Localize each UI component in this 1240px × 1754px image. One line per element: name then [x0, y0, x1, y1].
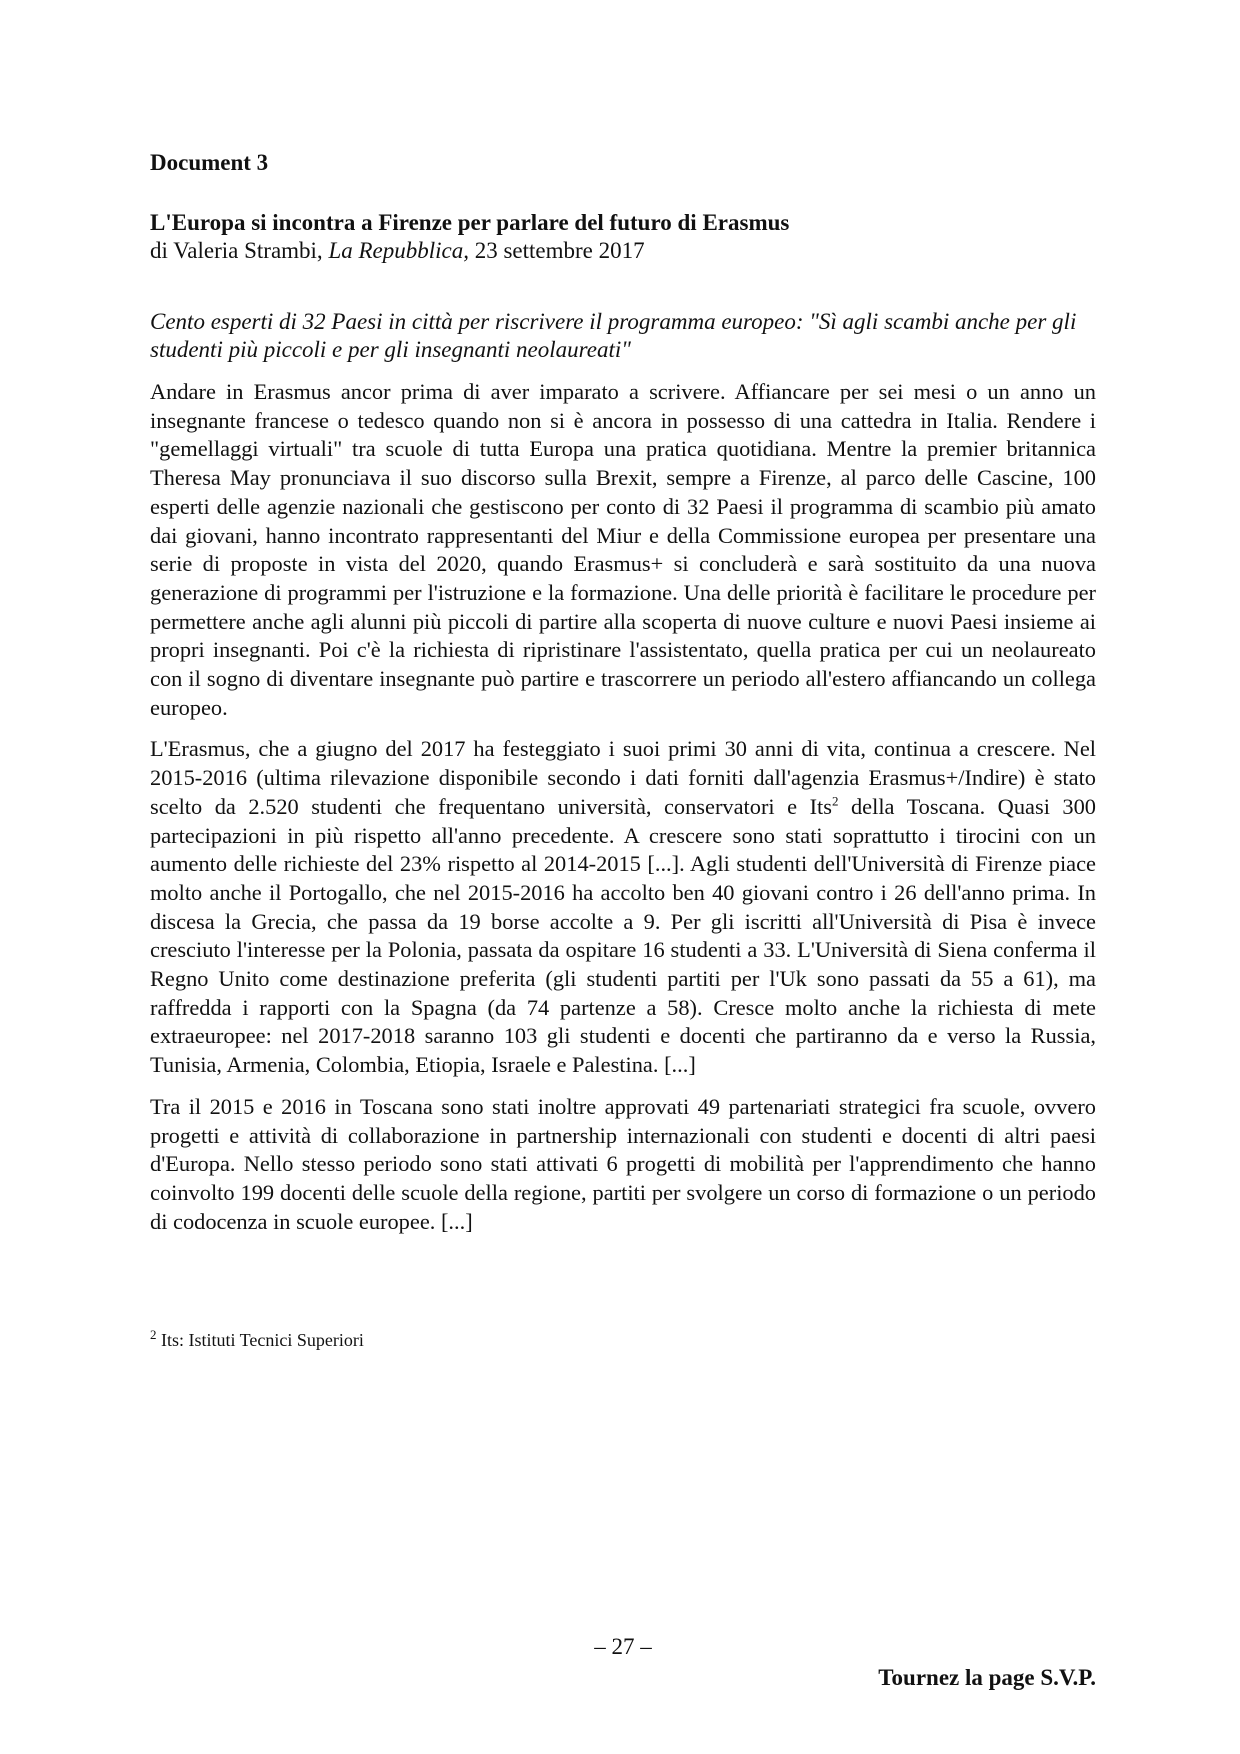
footnote-mark: 2: [150, 1327, 157, 1342]
byline: [150, 238, 645, 264]
byline-author: di Valeria Strambi,: [150, 238, 329, 263]
article-body: [150, 378, 1096, 1249]
document-label: Document 3: [150, 150, 269, 175]
paragraph-1: Andare in Erasmus ancor prima di aver imparato a scrivere. Affiancare per sei mesi o un anno un insegnante francese o tedesco quando non si è ancora in possesso di una cattedra in Italia. Rendere i "gemellaggi virtuali" tra scuole di tutta Europa una pratica quotidiana. Mentre la premier britannica Theresa May pronunciava il suo discorso sulla Brexit, sempre a Firenze, al parco delle Cascine, 100 esperti delle agenzie nazionali che gestiscono per conto di 32 Paesi il programma di scambio più amato dai giovani, hanno incontrato rappresentanti del Miur e della Commissione europea per presentare una serie di proposte in vista del 2020, quando Erasmus+ si concluderà e sarà sostituito da una nuova generazione di programmi per l'istruzione e la formazione. Una delle priorità è facilitare le procedure per permettere anche agli alunni più piccoli di partire alla scoperta di nuove culture e nuovi Paesi insieme ai propri insegnanti. Poi c'è la richiesta di ripristinare l'assistentato, quella pratica per cui un neolaureato con il sogno di diventare insegnante può partire e trascorrere un periodo all'estero affiancando un collega europeo.: [150, 379, 1096, 720]
paragraph-2-part-1: L'Erasmus, che a giugno del 2017 ha festeggiato i suoi primi 30 anni di vita, continua a crescere. Nel 2015-2016 (ultima rilevazione disponibile secondo i dati forniti dall'agenzia Erasmus+/Indire) è stato scelto da 2.520 studenti che frequentano università, conservatori e Its: [150, 736, 1096, 819]
paragraph-2-part-2: della Toscana. Quasi 300 partecipazioni in più rispetto all'anno precedente. A crescere sono stati soprattutto i tirocini con un aumento delle richieste del 23% rispetto al 2014-2015 [...]. Agli studenti dell'Università di Firenze piace molto anche il Portogallo, che nel 2015-2016 ha accolto ben 40 giovani contro i 26 dell'anno prima. In discesa la Grecia, che passa da 19 borse accolte a 9. Per gli iscritti all'Università di Pisa è invece cresciuto l'interesse per la Polonia, passata da ospitare 16 studenti a 33. L'Università di Siena conferma il Regno Unito come destinazione preferita (gli studenti partiti per l'Uk sono passati da 55 a 61), ma raffredda i rapporti con la Spagna (da 74 partenze a 58). Cresce molto anche la richiesta di mete extraeuropee: nel 2017-2018 saranno 103 gli studenti e docenti che partiranno da e verso la Russia, Tunisia, Armenia, Colombia, Etiopia, Israele e Palestina. [...]: [150, 793, 1097, 1078]
page-number: – 27 –: [594, 1634, 652, 1659]
footnote: [150, 1327, 364, 1351]
document-page: [150, 0, 1096, 1754]
article-subtitle: Cento esperti di 32 Paesi in città per riscrivere il programma europeo: "Sì agli scambi anche per gli studenti più piccoli e per gli insegnanti neolaureati": [150, 309, 1077, 362]
article-title: L'Europa si incontra a Firenze per parlare del futuro di Erasmus: [150, 210, 790, 235]
paragraph-3: Tra il 2015 e 2016 in Toscana sono stati inoltre approvati 49 partenariati strategici fra scuole, ovvero progetti e attività di collaborazione in partnership internazionali con studenti e docenti di altri paesi d'Europa. Nello stesso periodo sono stati attivati 6 progetti di mobilità per l'apprendimento che hanno coinvolto 199 docenti delle scuole della regione, partiti per svolgere un corso di formazione o un periodo di codocenza in scuole europee. [...]: [150, 1093, 1096, 1234]
turn-page-note: Tournez la page S.V.P.: [878, 1665, 1096, 1690]
paragraph-2: [150, 735, 1096, 1079]
byline-date: 23 settembre 2017: [468, 238, 645, 263]
footnote-text: Its: Istituti Tecnici Superiori: [156, 1330, 364, 1350]
footnote-reference: 2: [831, 793, 839, 809]
byline-source: La Repubblica,: [328, 238, 469, 263]
